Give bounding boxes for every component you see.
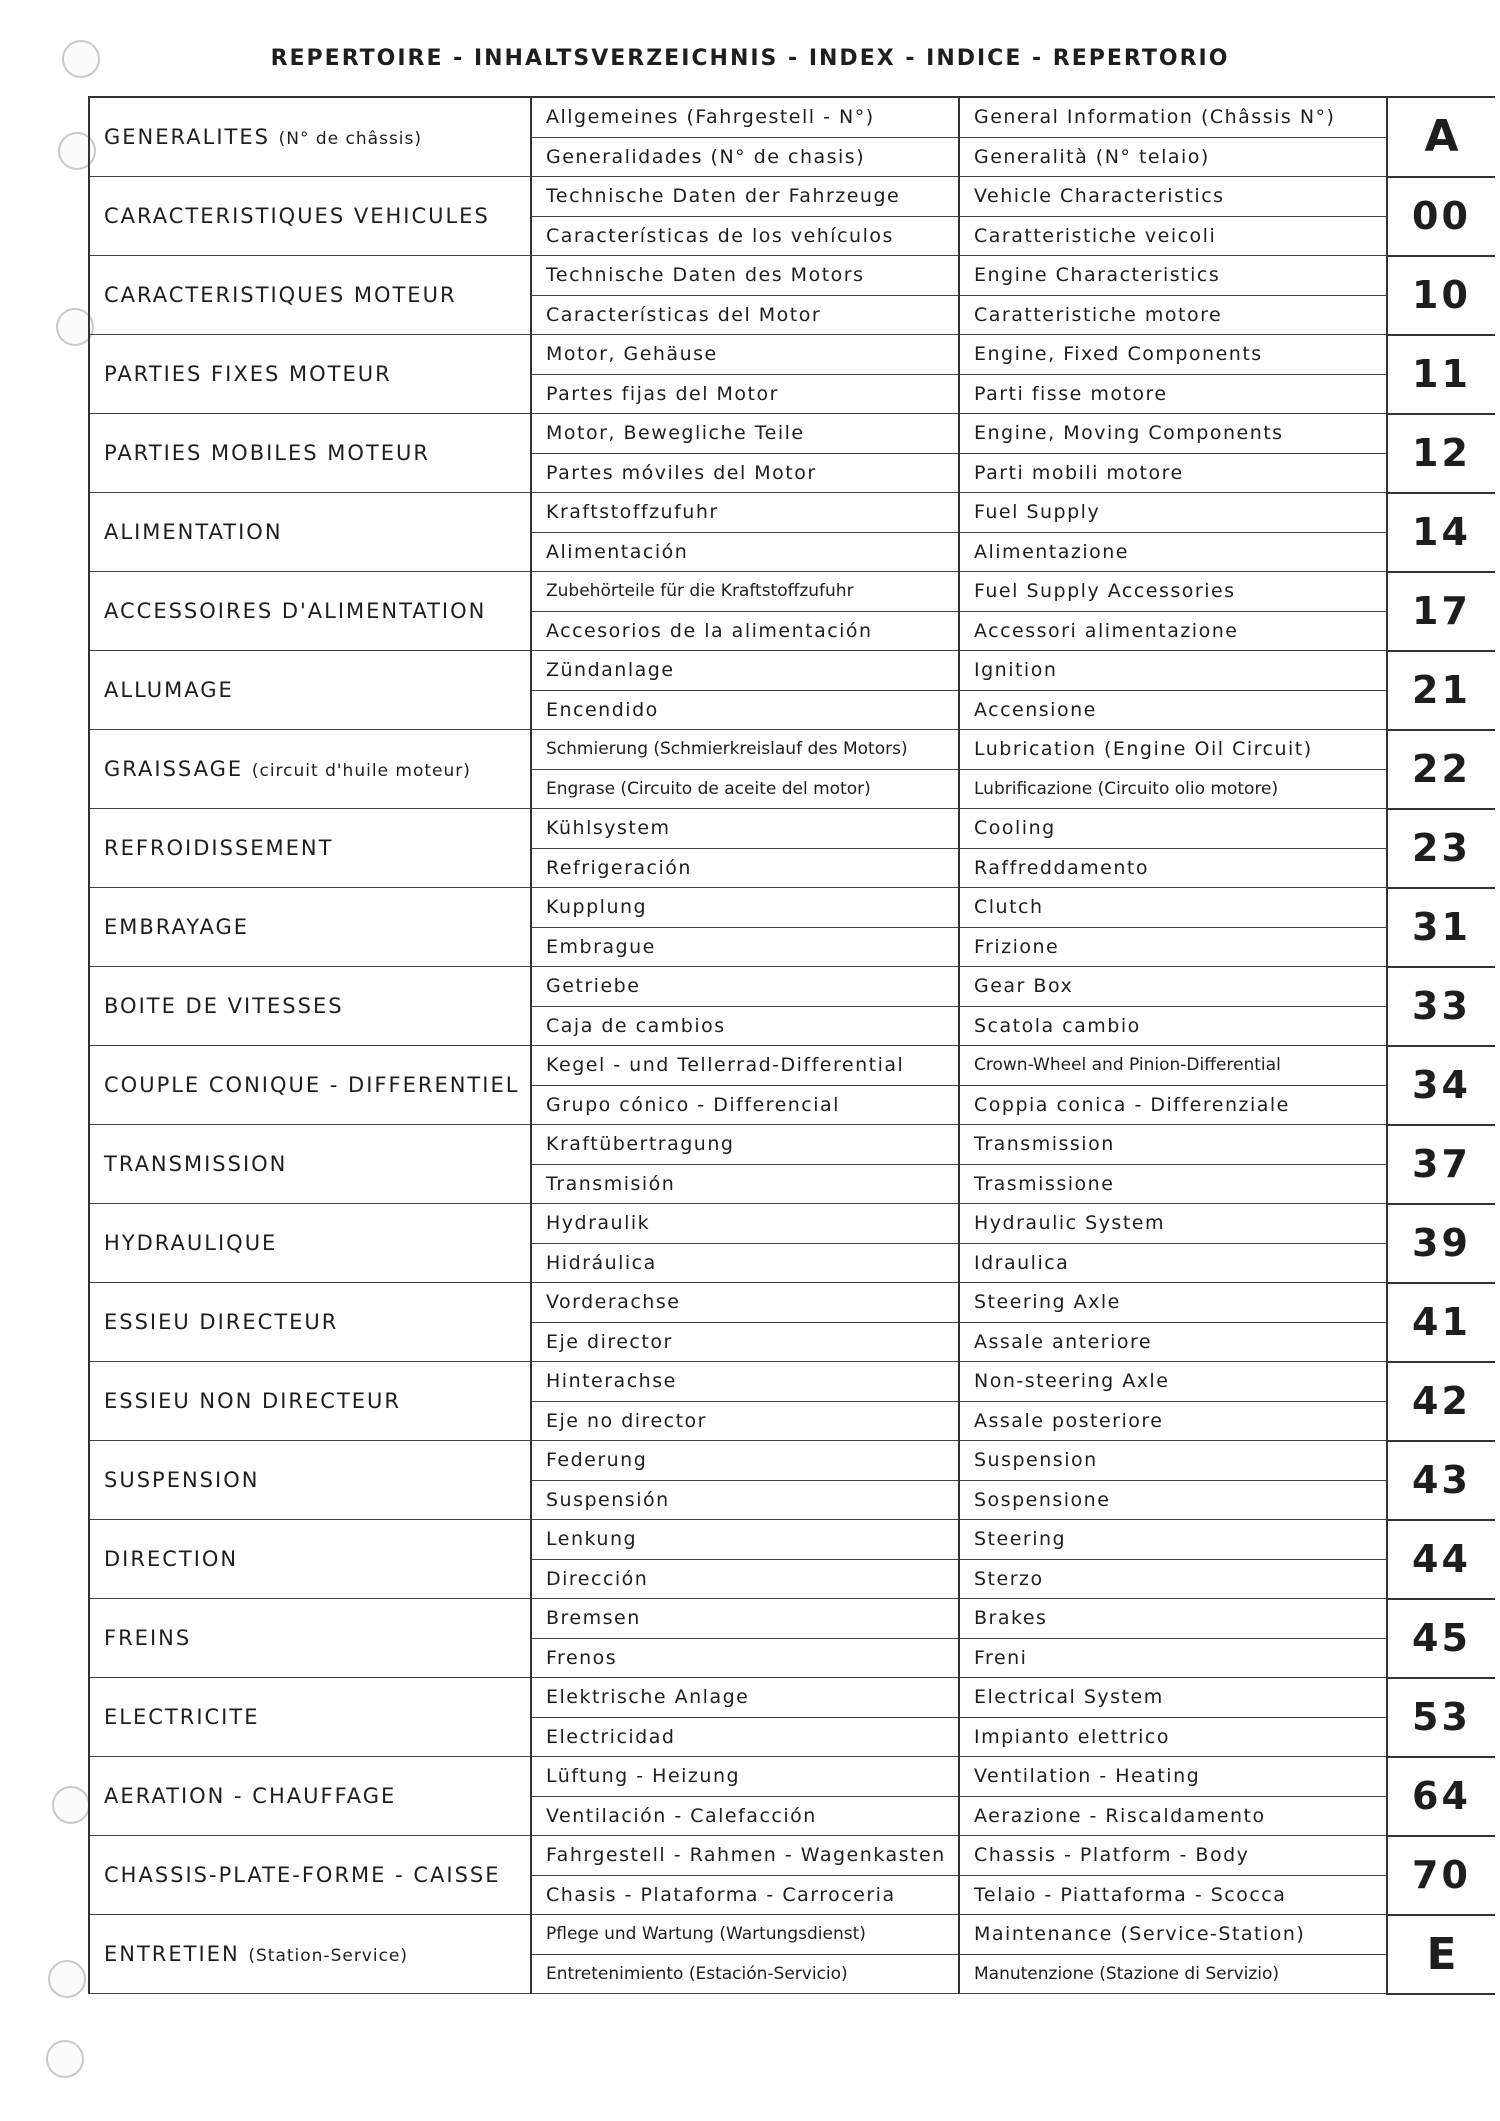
- section-title-en: Fuel Supply: [959, 493, 1387, 533]
- section-title-fr: [89, 414, 531, 493]
- section-code: 37: [1387, 1125, 1495, 1204]
- section-code: 12: [1387, 414, 1495, 493]
- section-code: 41: [1387, 1283, 1495, 1362]
- section-title-fr: [89, 967, 531, 1046]
- section-title-en: Brakes: [959, 1599, 1387, 1639]
- punch-hole: [46, 2040, 84, 2078]
- section-title-de: Getriebe: [531, 967, 959, 1007]
- section-title-fr: [89, 1046, 531, 1125]
- table-row: [89, 1678, 1495, 1718]
- section-title-es: Ventilación - Calefacción: [531, 1796, 959, 1836]
- section-title-de: Zündanlage: [531, 651, 959, 691]
- table-row: [89, 335, 1495, 375]
- section-title-de: Lenkung: [531, 1520, 959, 1560]
- section-code: 21: [1387, 651, 1495, 730]
- section-title-es: Hidráulica: [531, 1243, 959, 1283]
- section-title-fr-label: FREINS: [104, 1626, 192, 1650]
- section-code: 31: [1387, 888, 1495, 967]
- section-code: E: [1387, 1915, 1495, 1994]
- section-title-es: Caja de cambios: [531, 1006, 959, 1046]
- section-title-es: Embrague: [531, 927, 959, 967]
- section-code: 44: [1387, 1520, 1495, 1599]
- section-title-fr-label: ENTRETIEN: [104, 1942, 240, 1966]
- section-title-fr: [89, 730, 531, 809]
- section-title-fr: [89, 1283, 531, 1362]
- section-title-fr-label: CARACTERISTIQUES VEHICULES: [104, 204, 490, 228]
- table-row: [89, 97, 1495, 137]
- section-title-fr: [89, 1678, 531, 1757]
- table-row: [89, 493, 1495, 533]
- section-title-en: Engine Characteristics: [959, 256, 1387, 296]
- section-title-it: Sospensione: [959, 1480, 1387, 1520]
- section-title-de: Zubehörteile für die Kraftstoffzufuhr: [531, 572, 959, 612]
- table-row: [89, 967, 1495, 1007]
- section-title-it: Parti fisse motore: [959, 374, 1387, 414]
- section-title-fr-label: ALLUMAGE: [104, 678, 234, 702]
- section-title-de: Kupplung: [531, 888, 959, 928]
- section-code: A: [1387, 97, 1495, 177]
- section-title-fr: [89, 493, 531, 572]
- section-title-de: Pflege und Wartung (Wartungsdienst): [531, 1915, 959, 1955]
- section-title-fr: [89, 1757, 531, 1836]
- section-title-fr-label: CHASSIS-PLATE-FORME - CAISSE: [104, 1863, 501, 1887]
- section-title-fr-label: ELECTRICITE: [104, 1705, 260, 1729]
- section-title-fr-label: GENERALITES: [104, 125, 270, 149]
- section-title-fr: [89, 572, 531, 651]
- section-title-es: Accesorios de la alimentación: [531, 611, 959, 651]
- section-title-it: Aerazione - Riscaldamento: [959, 1796, 1387, 1836]
- section-title-fr-label: SUSPENSION: [104, 1468, 260, 1492]
- section-code: 14: [1387, 493, 1495, 572]
- section-title-fr-label: GRAISSAGE: [104, 757, 244, 781]
- section-title-fr: [89, 256, 531, 335]
- table-row: [89, 1283, 1495, 1323]
- table-row: [89, 1520, 1495, 1560]
- table-row: [89, 1362, 1495, 1402]
- section-title-es: Entretenimiento (Estación-Servicio): [531, 1954, 959, 1994]
- table-row: [89, 1836, 1495, 1876]
- section-code: 17: [1387, 572, 1495, 651]
- section-title-es: Partes móviles del Motor: [531, 453, 959, 493]
- section-title-fr: [89, 1441, 531, 1520]
- section-code: 45: [1387, 1599, 1495, 1678]
- section-code: 33: [1387, 967, 1495, 1046]
- section-title-en: General Information (Châssis N°): [959, 97, 1387, 137]
- section-title-en: Engine, Fixed Components: [959, 335, 1387, 375]
- section-code: 11: [1387, 335, 1495, 414]
- section-title-en: Engine, Moving Components: [959, 414, 1387, 454]
- section-title-de: Fahrgestell - Rahmen - Wagenkasten: [531, 1836, 959, 1876]
- section-code: 00: [1387, 177, 1495, 256]
- section-title-es: Características del Motor: [531, 295, 959, 335]
- section-code: 22: [1387, 730, 1495, 809]
- index-table: [88, 96, 1495, 1995]
- section-title-fr: [89, 1520, 531, 1599]
- section-title-en: Chassis - Platform - Body: [959, 1836, 1387, 1876]
- section-title-de: Hinterachse: [531, 1362, 959, 1402]
- table-row: [89, 1441, 1495, 1481]
- section-title-it: Parti mobili motore: [959, 453, 1387, 493]
- section-title-en: Gear Box: [959, 967, 1387, 1007]
- section-title-fr-label: CARACTERISTIQUES MOTEUR: [104, 283, 457, 307]
- section-title-de: Federung: [531, 1441, 959, 1481]
- section-title-fr-label: AERATION - CHAUFFAGE: [104, 1784, 397, 1808]
- table-row: [89, 1125, 1495, 1165]
- section-title-en: Non-steering Axle: [959, 1362, 1387, 1402]
- section-title-fr-label: ALIMENTATION: [104, 520, 283, 544]
- section-title-fr: [89, 1915, 531, 1994]
- section-title-it: Manutenzione (Stazione di Servizio): [959, 1954, 1387, 1994]
- section-title-es: Grupo cónico - Differencial: [531, 1085, 959, 1125]
- section-title-fr-label: EMBRAYAGE: [104, 915, 250, 939]
- section-title-it: Sterzo: [959, 1559, 1387, 1599]
- section-code: 64: [1387, 1757, 1495, 1836]
- section-title-it: Raffreddamento: [959, 848, 1387, 888]
- section-title-en: Transmission: [959, 1125, 1387, 1165]
- section-title-it: Accessori alimentazione: [959, 611, 1387, 651]
- section-title-en: Steering: [959, 1520, 1387, 1560]
- section-title-es: Alimentación: [531, 532, 959, 572]
- section-code: 53: [1387, 1678, 1495, 1757]
- section-title-de: Vorderachse: [531, 1283, 959, 1323]
- table-row: [89, 651, 1495, 691]
- table-row: [89, 1204, 1495, 1244]
- section-title-en: Crown-Wheel and Pinion-Differential: [959, 1046, 1387, 1086]
- section-title-it: Scatola cambio: [959, 1006, 1387, 1046]
- section-title-fr: [89, 1362, 531, 1441]
- section-title-fr: [89, 177, 531, 256]
- section-title-it: Idraulica: [959, 1243, 1387, 1283]
- section-title-it: Alimentazione: [959, 532, 1387, 572]
- section-title-es: Suspensión: [531, 1480, 959, 1520]
- section-title-fr-label: PARTIES FIXES MOTEUR: [104, 362, 392, 386]
- section-title-de: Elektrische Anlage: [531, 1678, 959, 1718]
- section-title-fr-note: (N° de châssis): [278, 129, 423, 149]
- section-title-it: Freni: [959, 1638, 1387, 1678]
- section-title-es: Eje director: [531, 1322, 959, 1362]
- table-row: [89, 177, 1495, 217]
- section-title-es: Electricidad: [531, 1717, 959, 1757]
- section-title-de: Kraftübertragung: [531, 1125, 959, 1165]
- section-title-fr-label: BOITE DE VITESSES: [104, 994, 344, 1018]
- section-title-de: Hydraulik: [531, 1204, 959, 1244]
- section-code: 23: [1387, 809, 1495, 888]
- section-title-fr-label: REFROIDISSEMENT: [104, 836, 334, 860]
- section-title-fr-label: ACCESSOIRES D'ALIMENTATION: [104, 599, 487, 623]
- section-title-fr-label: DIRECTION: [104, 1547, 239, 1571]
- section-title-it: Assale posteriore: [959, 1401, 1387, 1441]
- section-title-en: Electrical System: [959, 1678, 1387, 1718]
- section-title-fr-note: (Station-Service): [248, 1946, 409, 1966]
- table-row: [89, 888, 1495, 928]
- section-title-es: Transmisión: [531, 1164, 959, 1204]
- section-title-de: Allgemeines (Fahrgestell - N°): [531, 97, 959, 137]
- section-title-en: Suspension: [959, 1441, 1387, 1481]
- section-title-es: Frenos: [531, 1638, 959, 1678]
- section-title-es: Dirección: [531, 1559, 959, 1599]
- section-title-de: Schmierung (Schmierkreislauf des Motors): [531, 730, 959, 770]
- section-code: 39: [1387, 1204, 1495, 1283]
- section-title-fr: [89, 1204, 531, 1283]
- table-row: [89, 1757, 1495, 1797]
- section-title-it: Caratteristiche veicoli: [959, 216, 1387, 256]
- section-title-fr: [89, 1836, 531, 1915]
- section-title-en: Clutch: [959, 888, 1387, 928]
- section-title-es: Eje no director: [531, 1401, 959, 1441]
- section-title-de: Lüftung - Heizung: [531, 1757, 959, 1797]
- section-title-fr: [89, 809, 531, 888]
- section-title-es: Encendido: [531, 690, 959, 730]
- section-title-en: Fuel Supply Accessories: [959, 572, 1387, 612]
- table-row: [89, 1915, 1495, 1955]
- section-code: 42: [1387, 1362, 1495, 1441]
- table-row: [89, 1046, 1495, 1086]
- punch-hole: [52, 1786, 90, 1824]
- section-title-it: Caratteristiche motore: [959, 295, 1387, 335]
- section-code: 34: [1387, 1046, 1495, 1125]
- section-title-it: Accensione: [959, 690, 1387, 730]
- section-title-fr: [89, 1599, 531, 1678]
- section-title-en: Steering Axle: [959, 1283, 1387, 1323]
- section-title-es: Refrigeración: [531, 848, 959, 888]
- section-code: 43: [1387, 1441, 1495, 1520]
- section-title-it: Impianto elettrico: [959, 1717, 1387, 1757]
- section-title-fr-label: PARTIES MOBILES MOTEUR: [104, 441, 430, 465]
- section-title-it: Trasmissione: [959, 1164, 1387, 1204]
- section-title-it: Frizione: [959, 927, 1387, 967]
- section-title-fr: [89, 335, 531, 414]
- section-title-de: Bremsen: [531, 1599, 959, 1639]
- section-code: 70: [1387, 1836, 1495, 1915]
- section-title-fr-label: ESSIEU NON DIRECTEUR: [104, 1389, 402, 1413]
- section-title-de: Kraftstoffzufuhr: [531, 493, 959, 533]
- table-row: [89, 572, 1495, 612]
- section-title-es: Partes fijas del Motor: [531, 374, 959, 414]
- section-title-fr-label: ESSIEU DIRECTEUR: [104, 1310, 339, 1334]
- section-title-fr-label: HYDRAULIQUE: [104, 1231, 278, 1255]
- section-title-fr-note: (circuit d'huile moteur): [251, 761, 471, 781]
- section-title-de: Motor, Bewegliche Teile: [531, 414, 959, 454]
- section-title-en: Hydraulic System: [959, 1204, 1387, 1244]
- section-title-fr-label: TRANSMISSION: [104, 1152, 288, 1176]
- section-title-de: Technische Daten des Motors: [531, 256, 959, 296]
- page-title: REPERTOIRE - INHALTSVERZEICHNIS - INDEX - INDICE - REPERTORIO: [270, 46, 1230, 71]
- section-title-es: Características de los vehículos: [531, 216, 959, 256]
- table-row: [89, 414, 1495, 454]
- section-code: 10: [1387, 256, 1495, 335]
- section-title-fr-label: COUPLE CONIQUE - DIFFERENTIEL: [104, 1073, 520, 1097]
- section-title-it: Coppia conica - Differenziale: [959, 1085, 1387, 1125]
- section-title-it: Generalità (N° telaio): [959, 137, 1387, 177]
- table-row: [89, 730, 1495, 770]
- table-row: [89, 809, 1495, 849]
- section-title-en: Maintenance (Service-Station): [959, 1915, 1387, 1955]
- section-title-es: Generalidades (N° de chasis): [531, 137, 959, 177]
- section-title-de: Kegel - und Tellerrad-Differential: [531, 1046, 959, 1086]
- section-title-en: Lubrication (Engine Oil Circuit): [959, 730, 1387, 770]
- section-title-es: Engrase (Circuito de aceite del motor): [531, 769, 959, 809]
- table-row: [89, 256, 1495, 296]
- section-title-fr: [89, 1125, 531, 1204]
- section-title-it: Telaio - Piattaforma - Scocca: [959, 1875, 1387, 1915]
- section-title-en: Cooling: [959, 809, 1387, 849]
- section-title-en: Vehicle Characteristics: [959, 177, 1387, 217]
- table-row: [89, 1599, 1495, 1639]
- section-title-it: Assale anteriore: [959, 1322, 1387, 1362]
- section-title-fr: [89, 651, 531, 730]
- section-title-en: Ventilation - Heating: [959, 1757, 1387, 1797]
- section-title-it: Lubrificazione (Circuito olio motore): [959, 769, 1387, 809]
- section-title-de: Technische Daten der Fahrzeuge: [531, 177, 959, 217]
- section-title-de: Kühlsystem: [531, 809, 959, 849]
- punch-hole: [48, 1960, 86, 1998]
- section-title-fr: [89, 888, 531, 967]
- section-title-de: Motor, Gehäuse: [531, 335, 959, 375]
- section-title-fr: [89, 97, 531, 177]
- section-title-es: Chasis - Plataforma - Carroceria: [531, 1875, 959, 1915]
- section-title-en: Ignition: [959, 651, 1387, 691]
